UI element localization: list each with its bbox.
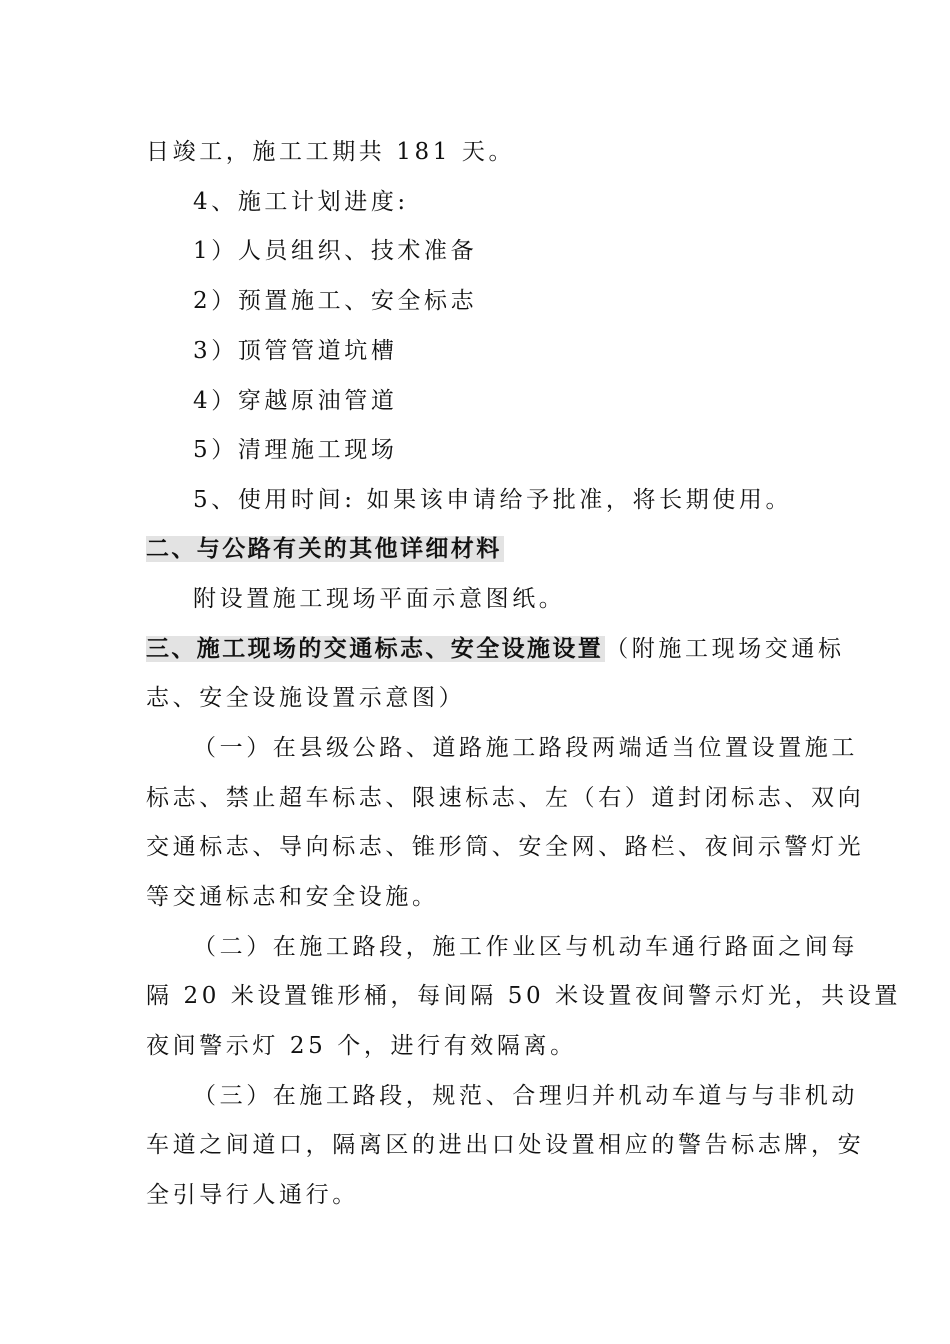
list-item: 4）穿越原油管道 [193,388,398,414]
text-line: 4、施工计划进度: [193,189,409,215]
text-line: 附设置施工现场平面示意图纸。 [193,586,566,612]
text-line: 日竣工，施工工期共 181 天。 [146,139,516,165]
paragraph-line: 交通标志、导向标志、锥形筒、安全网、路栏、夜间示警灯光 [146,834,865,860]
list-item: 5）清理施工现场 [193,437,398,463]
paragraph-line: 全引导行人通行。 [146,1182,359,1208]
section-heading [146,633,845,665]
section-heading-text: 二、与公路有关的其他详细材料 [146,536,502,562]
paragraph-line: 标志、禁止超车标志、限速标志、左（右）道封闭标志、双向 [146,785,865,811]
paragraph-line: （三）在施工路段，规范、合理归并机动车道与与非机动 [193,1083,858,1109]
section-heading-text: 三、施工现场的交通标志、安全设施设置 [146,636,604,662]
section-heading [146,533,504,565]
paragraph-line: 夜间警示灯 25 个，进行有效隔离。 [146,1033,577,1059]
paragraph-line: 等交通标志和安全设施。 [146,884,439,910]
paragraph-line: （一）在县级公路、道路施工路段两端适当位置设置施工 [193,735,858,761]
text-line: 志、安全设施设置示意图） [146,685,466,711]
list-item: 3）顶管管道坑槽 [193,338,398,364]
paragraph-line: 隔 20 米设置锥形桶，每间隔 50 米设置夜间警示灯光，共设置 [146,983,901,1009]
paragraph-line: （二）在施工路段，施工作业区与机动车通行路面之间每 [193,934,858,960]
text-line: 5、使用时间: 如果该申请给予批准，将长期使用。 [193,487,793,513]
paragraph-line: 车道之间道口，隔离区的进出口处设置相应的警告标志牌，安 [146,1132,865,1158]
list-item: 2）预置施工、安全标志 [193,288,478,314]
list-item: 1）人员组织、技术准备 [193,238,478,264]
section-heading-note: （附施工现场交通标 [605,636,845,662]
